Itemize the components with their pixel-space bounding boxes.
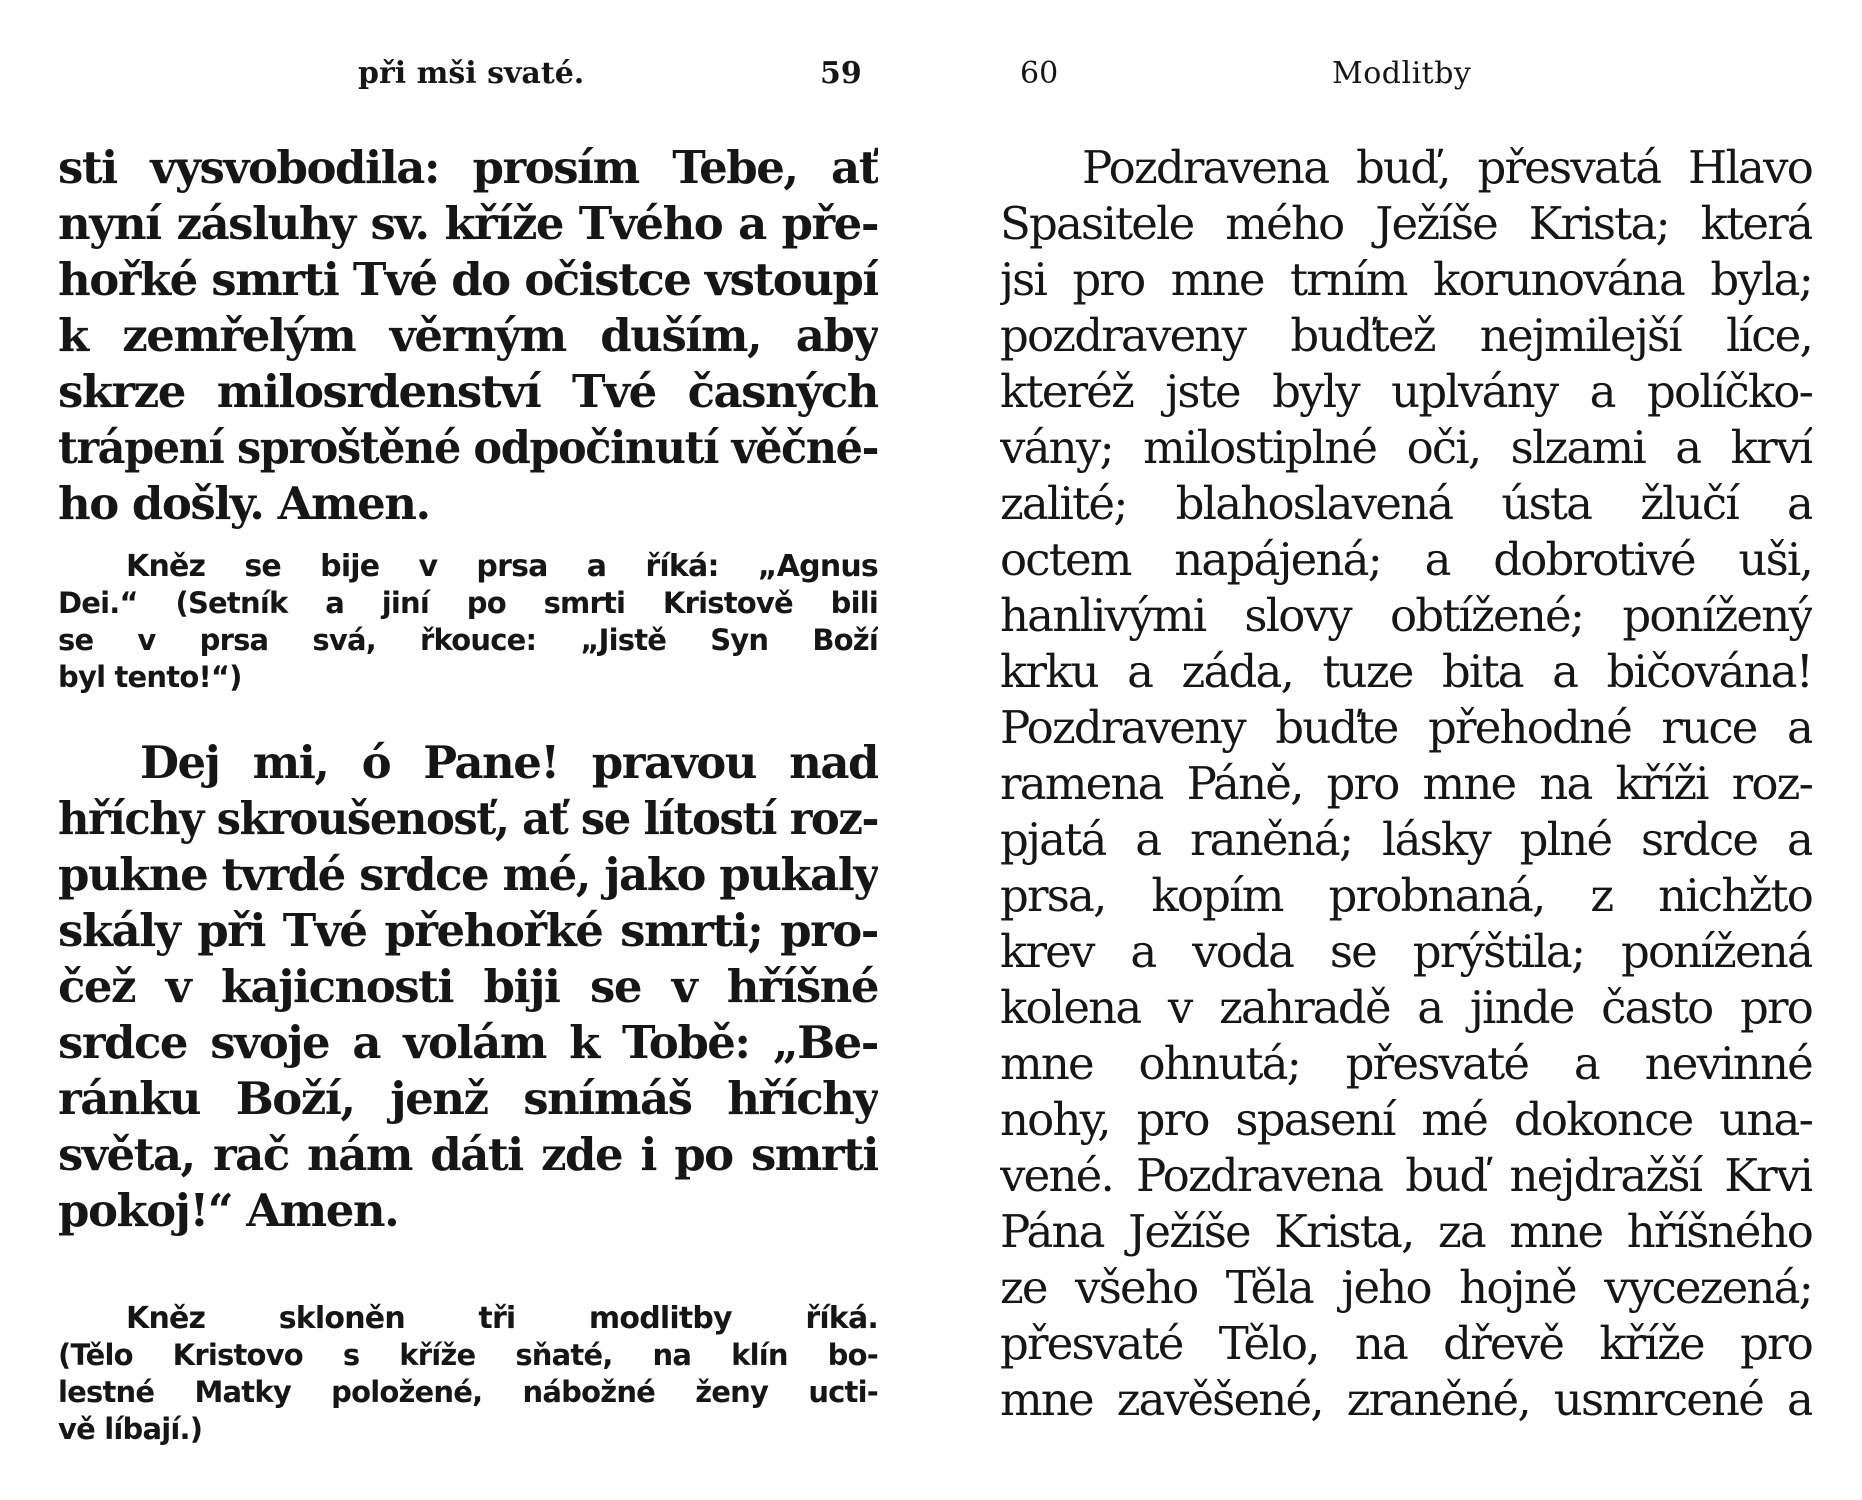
text-line: skrze milosrdenství Tvé časných [58,365,878,418]
text-line: octem napájená; a dobrotivé uši, [1000,533,1812,586]
text-line: vené. Pozdravena buď nejdražší Krvi [1000,1149,1812,1202]
text-line: Dej mi, ó Pane! pravou nad [140,736,878,789]
left-rubric-1 [58,548,878,696]
right-page-header [1000,52,1812,102]
rubric-line: (Tělo Kristovo s kříže sňaté, na klín bo- [58,1338,878,1372]
text-line: krev a voda se prýštila; ponížená [1000,925,1812,978]
text-line: zalité; blahoslavená ústa žlučí a [1000,477,1812,530]
text-line: Pozdraveny buďte přehodné ruce a [1000,701,1812,754]
left-paragraph-1 [58,140,878,532]
rubric-line: Kněz skloněn tři modlitby říká. [126,1301,878,1336]
rubric-line: byl tento!“) [58,660,242,694]
rubric-line: Dei.“ (Setník a jiní po smrti Kristově bili [58,586,878,620]
text-line: pozdraveny buďtež nejmilejší líce, [1000,309,1812,362]
text-line: vány; milostiplné oči, slzami a krví [1000,421,1812,474]
text-line: mne ohnutá; přesvaté a nevinné [1000,1037,1812,1090]
text-line: ramena Páně, pro mne na kříži roz- [1000,757,1812,810]
text-line: k zemřelým věrným duším, aby [58,309,878,362]
text-line: sti vysvobodila: prosím Tebe, ať [58,141,878,194]
right-paragraph [1000,140,1812,1428]
rubric-line: lestné Matky položené, nábožné ženy ucti- [58,1375,878,1409]
text-line: pokoj!“ Amen. [58,1184,399,1237]
text-line: nohy, pro spasení mé dokonce una- [1000,1093,1812,1146]
text-line: Pozdravena buď, přesvatá Hlavo [1082,141,1812,194]
text-line: krku a záda, tuze bita a bičována! [1000,645,1812,698]
text-line: ze všeho Těla jeho hojně vycezená; [1000,1261,1812,1314]
text-line: ránku Boží, jenž snímáš hříchy [58,1072,878,1125]
left-page-header [58,52,878,102]
text-line: kolena v zahradě a jinde často pro [1000,981,1812,1034]
rubric-line: se v prsa svá, řkouce: „Jistě Syn Boží [58,623,878,657]
rubric-line: Kněz se bije v prsa a říká: „Agnus [126,549,878,584]
text-line: Pána Ježíše Krista, za mne hříšného [1000,1205,1812,1258]
right-running-title: Modlitby [1332,56,1472,91]
text-line: ho došly. Amen. [58,477,430,530]
text-line: pukne tvrdé srdce mé, jako pukaly [58,848,878,901]
left-paragraph-2 [58,735,878,1239]
right-page [1000,0,1812,1500]
left-running-title: při mši svaté. [358,56,585,91]
text-line: přesvaté Tělo, na dřevě kříže pro [1000,1317,1812,1370]
text-line: jsi pro mne trním korunována byla; [1000,253,1812,306]
text-line: hanlivými slovy obtížené; ponížený [1000,589,1812,642]
rubric-line: vě líbají.) [58,1412,203,1446]
right-page-number: 60 [1020,56,1059,91]
text-line: čež v kajicnosti biji se v hříšné [58,960,878,1013]
text-line: světa, rač nám dáti zde i po smrti [58,1128,878,1181]
text-line: pjatá a raněná; lásky plné srdce a [1000,813,1812,866]
left-page [58,0,878,1500]
text-line: nyní zásluhy sv. kříže Tvého a pře- [58,197,878,250]
text-line: prsa, kopím probnaná, z nichžto [1000,869,1812,922]
left-page-number: 59 [820,56,862,91]
text-line: skály při Tvé přehořké smrti; pro- [58,904,878,957]
text-line: hořké smrti Tvé do očistce vstoupí [58,253,878,306]
text-line: hříchy skroušenosť, ať se lítostí roz- [58,792,878,845]
text-line: kteréž jste byly uplvány a políčko- [1000,365,1812,418]
text-line: trápení sproštěné odpočinutí věčné- [58,421,878,474]
text-line: srdce svoje a volám k Tobě: „Be- [58,1016,878,1069]
left-rubric-2 [58,1300,878,1448]
text-line: mne zavěšené, zraněné, usmrcené a [1000,1373,1812,1426]
text-line: Spasitele mého Ježíše Krista; která [1000,197,1812,250]
